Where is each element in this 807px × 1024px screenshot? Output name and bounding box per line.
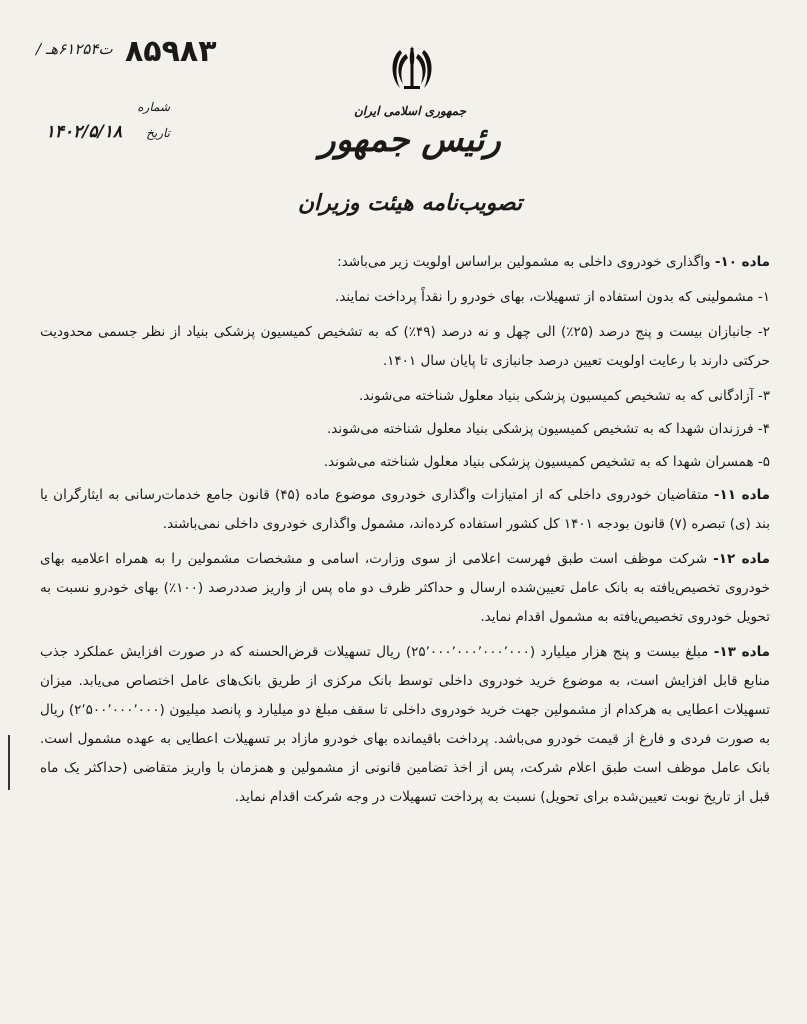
item-text: ۵- همسران شهدا که به تشخیص کمیسیون پزشکی بنیاد معلول شناخته می‌شوند. [323,454,770,470]
list-item [40,448,770,477]
number-row [40,100,170,122]
article-text: شرکت موظف است طبق فهرست اعلامی از سوی وزارت، اسامی و مشخصات مشمولین را به همراه اعلامیه بهای خودروی تخصیص‌یافته به بانک عامل تعیین‌شده ارسال و حداکثر ظرف دو ماه پس از واریز صددرصد (۱۰۰٪) بهای خودرو نسبت به تحویل خودروی تخصیص‌یافته به مشمول اقدام نماید. [40,551,770,625]
list-item [40,318,770,376]
article-lead: ماده ۱۱- [713,487,770,503]
article-lead: ماده ۱۲- [713,551,771,567]
margin-mark [8,735,10,790]
article-paragraph [40,545,770,632]
iran-emblem-icon [382,40,442,100]
article-lead: ماده ۱۰- [714,254,770,270]
item-text: ۲- جانبازان بیست و پنج درصد (۲۵٪) الی چهل و نه درصد (۴۹٪) که به تشخیص کمیسیون پزشکی بنیاد از نظر جسمی محدودیت حرکتی دارند با رعایت اولویت تعیین درصد جانبازی تا پایان سال ۱۴۰۱. [40,324,770,369]
article-text: مبلغ بیست و پنج هزار میلیارد (۲۵٬۰۰۰٬۰۰۰٬۰۰۰٬۰۰۰) ریال تسهیلات قرض‌الحسنه که در صورت افزایش عملکرد جذب منابع قابل افزایش است، به موضوع خرید خودروی داخلی توسط بانک مرکزی از طریق بانک‌های عامل اختصاص می‌یابد. میزان تسهیلات اعطایی به هرکدام از مشمولین جهت خرید خودروی داخلی تا سقف مبلغ دو میلیارد و پانصد میلیون (۲٬۵۰۰٬۰۰۰٬۰۰۰) ریال به صورت فردی و فارغ از قیمت خودرو می‌باشد. پرداخت باقیمانده بهای خودرو مازاد بر تسهیلات اعطایی به عهده مشمول است. بانک عامل موظف است طبق اعلام شرکت، پس از اخذ تضامین قانونی از مشمولین و همزمان با واریز متقاضی (حداکثر یک ماه قبل از تاریخ نوبت تعیین‌شده برای تحویل) نسبت به پرداخت تسهیلات در وجه شرکت اقدام نماید. [40,644,770,805]
article-text: متقاضیان خودروی داخلی که از امتیازات واگذاری خودروی موضوع ماده (۴۵) قانون جامع خدمات‌رسانی به ایثارگران یا بند (ی) تبصره (۷) قانون بودجه ۱۴۰۱ کل کشور استفاده کرده‌اند، مشمول واگذاری خودروی داخلی نمی‌باشند. [40,487,770,532]
president-title: رئیس جمهور [319,120,501,160]
date-value: ۱۴۰۲/۵/۱۸ [45,122,122,142]
item-text: ۴- فرزندان شهدا که به تشخیص کمیسیون پزشکی بنیاد معلول شناخته می‌شوند. [326,421,770,437]
article-paragraph [40,638,770,812]
meta-block [40,100,170,144]
article-paragraph [40,248,770,277]
list-item [40,382,770,411]
reference-number: ۸۵۹۸۳ [125,34,217,69]
article-paragraph [40,481,770,539]
date-label: تاریخ [146,126,170,140]
item-text: ۳- آزادگانی که به تشخیص کمیسیون پزشکی بنیاد معلول شناخته می‌شوند. [358,388,770,404]
reference-code: ت۶۱۲۵۴هـ / [36,40,113,58]
document-body [40,248,770,818]
number-label: شماره [137,100,170,114]
date-row [40,122,170,144]
article-lead: ماده ۱۳- [713,644,770,660]
item-text: ۱- مشمولینی که بدون استفاده از تسهیلات، بهای خودرو را نقداً پرداخت نمایند. [335,289,770,305]
republic-title: جمهوری اسلامی ایران [353,104,467,118]
list-item [40,415,770,444]
cabinet-title: تصویب‌نامه هیئت وزیران [297,190,523,216]
list-item [40,283,770,312]
article-text: واگذاری خودروی داخلی به مشمولین براساس اولویت زیر می‌باشد: [337,254,715,270]
